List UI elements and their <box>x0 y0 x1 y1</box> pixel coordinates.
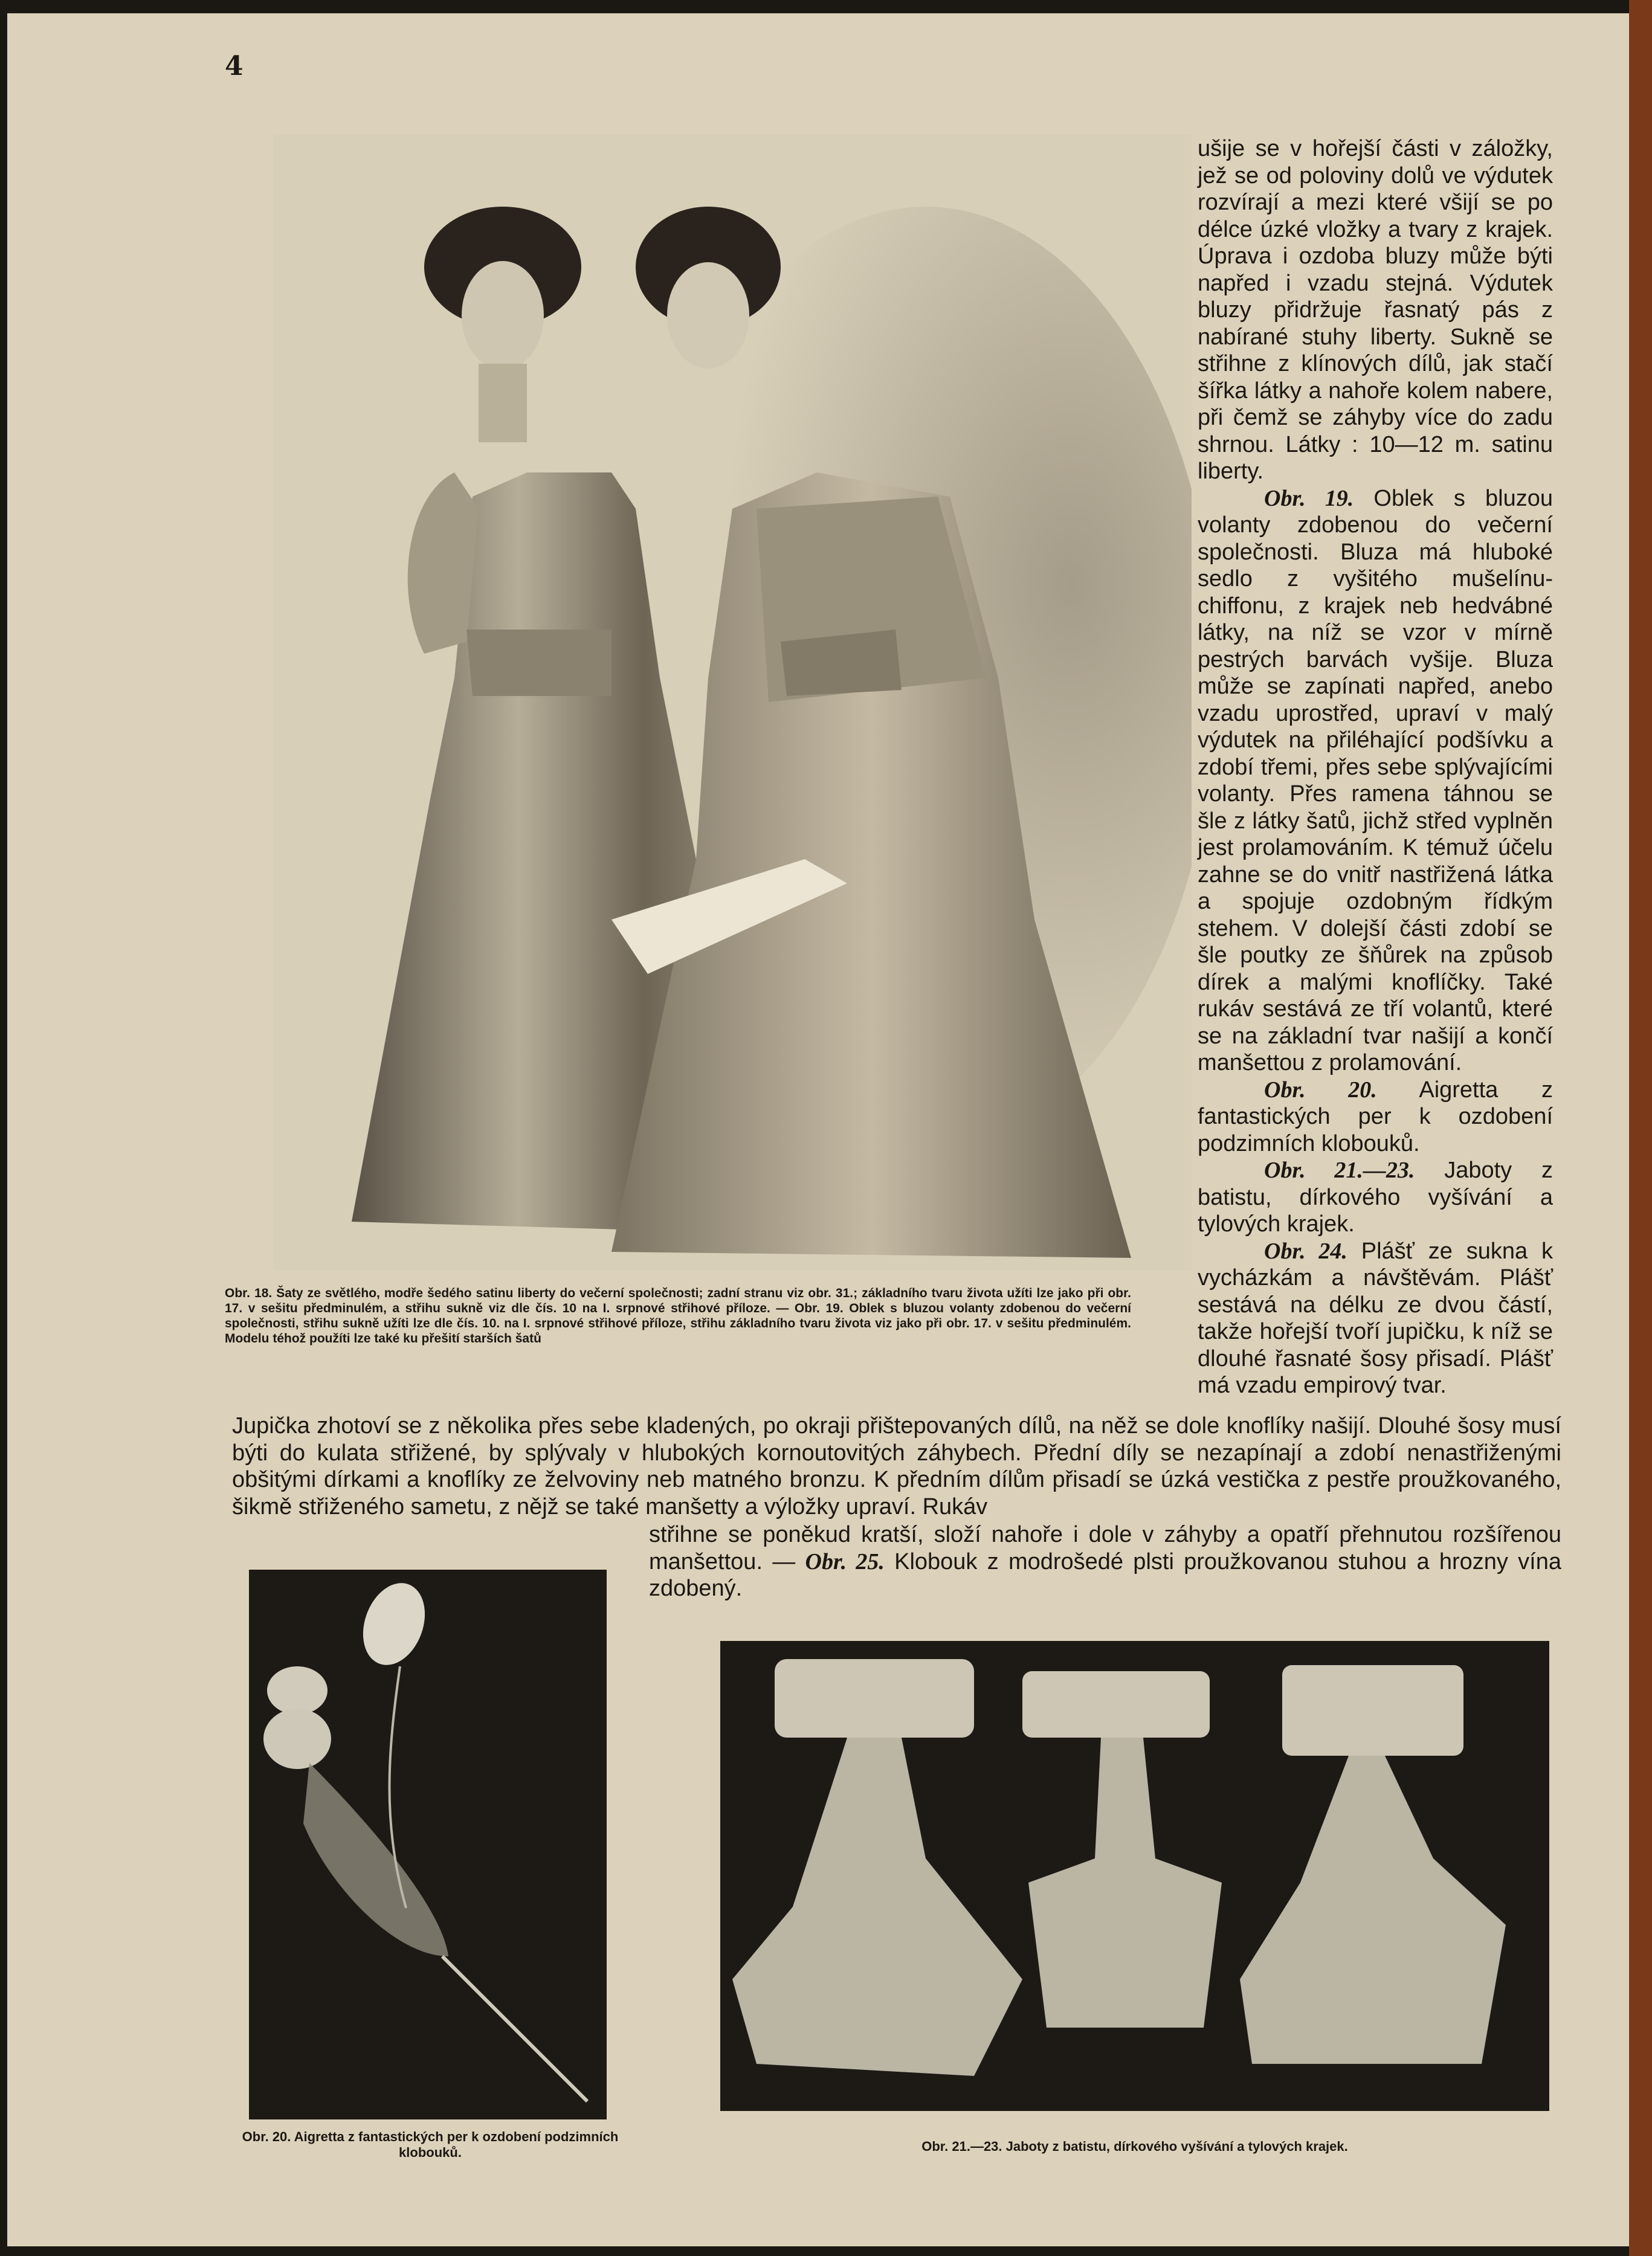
paragraph-fig19 <box>1198 485 1553 1077</box>
page-number: 4 <box>225 51 244 82</box>
ref-obr21: Obr. 21.—23. <box>1264 1158 1415 1183</box>
right-column <box>1198 135 1553 1399</box>
ref-obr19: Obr. 19. <box>1264 485 1354 511</box>
photo-fig-20-aigretta <box>249 1570 607 2119</box>
obr20-text: Aigretta z fantastických per k ozdobení podzimních klobouků. <box>1198 1077 1553 1156</box>
caption-fig-21-23: Obr. 21.—23. Jaboty z batistu, dírkového vyšívání a tylových krajek. <box>921 2139 1348 2154</box>
paragraph-fig20 <box>1198 1077 1553 1158</box>
obr21-text: Jaboty z batistu, dírkového vyšívání a tylových krajek. <box>1198 1158 1554 1237</box>
paragraph-fig21 <box>1198 1157 1553 1238</box>
illustration-fig-18-19 <box>273 134 1192 1270</box>
narrow-text: střihne se poněkud kratší, složí nahoře i dole v záhyby a opatří přehnutou rozšířenou manšettou. — <box>649 1522 1561 1574</box>
two-women-illustration <box>273 134 1192 1270</box>
photo-fig-21-23-jabots <box>720 1641 1549 2111</box>
caption-fig-20: Obr. 20. Aigretta z fantastických per k ozdobení podzimních klobouků. <box>242 2129 619 2160</box>
obr25-text: Klobouk z modrošedé plsti proužkovanou stuhou a hrozny vína zdobený. <box>649 1549 1561 1601</box>
feather-photo <box>249 1570 607 2119</box>
ref-obr25: Obr. 25. <box>805 1549 885 1574</box>
ref-obr20: Obr. 20. <box>1264 1077 1377 1103</box>
obr19-text: Oblek s bluzou volanty zdobenou do večerní společnosti. Bluza má hluboké sedlo z vyšitého mušelínu-chiffonu, z krajek neb hedvábné látky, na níž se vzor v mírně pestrých barvách vyšije. Bluza může se zapínati napřed, anebo vzadu uprostřed, upraví v malý výdutek na přiléhající podšívku a zdobí třemi, přes sebe splývajícími volanty. Přes ramena táhnou se šle z látky šatů, jichž střed vyplněn jest prolamováním. K témuž účelu zahne se do vnitř nastřižená látka a spojuje ozdobným řídkým stehem. V dolejší části zdobí se šle poutky ze šňůrek na způsob dírek a malými knoflíčky. Také rukáv sestává ze tří volantů, které se na základní tvar našijí a končí manšettou z prolamování. <box>1198 485 1553 1075</box>
magazine-page <box>7 13 1629 2246</box>
ref-obr24: Obr. 24. <box>1264 1238 1347 1264</box>
paragraph-fig18: ušije se v hořejší části v záložky, jež se od poloviny dolů ve výdutek rozvírají a mezi které všijí se po délce úzké vložky a tvary z krajek. Úprava i ozdoba bluzy může býti napřed i vzadu stejná. Výdutek bluzy přidržuje řasnatý pás z nabírané stuhy liberty. Sukně se střihne z klínových dílů, jak stačí šířka látky a nahoře kolem nabere, při čemž se záhyby více do zadu shrnou. Látky : 10—12 m. satinu liberty. <box>1198 136 1553 484</box>
obr24-text: Plášť ze sukna k vycházkám a návštěvám. Plášť sestává na délku ze dvou částí, takže hořejší tvoří jupičku, k níž se dlouhé řasnaté šosy přisadí. Plášť má vzadu empirový tvar. <box>1198 1238 1553 1398</box>
full-width-paragraph: Jupička zhotoví se z několika přes sebe kladených, po okraji přištepovaných dílů, na něž se dole knoflíky našijí. Dlouhé šosy musí býti do kulata střižené, by splývaly v hlubokých kornoutovitých záhybech. Přední díly se nezapínají a zdobí nenastřiženými obšitými dírkami a knoflíky ze želvoviny neb matného bronzu. K předním dílům přisadí se úzká vestička z pestře proužkovaného, šikmě střiženého sametu, z nějž se také manšetty a výložky upraví. Rukáv <box>232 1413 1561 1520</box>
narrow-paragraph <box>649 1521 1561 1602</box>
paragraph-fig24 <box>1198 1238 1553 1399</box>
caption-fig-18-19: Obr. 18. Šaty ze světlého, modře šedého satinu liberty do večerní společnosti; zadní stranu viz obr. 31.; základního tvaru života užíti lze jako při obr. 17. v sešitu předminulém, a střihu sukně viz dle čís. 10 na I. srpnové střihové příloze. — Obr. 19. Oblek s bluzou volanty zdobenou do večerní společnosti, střihu sukně užíti lze dle čís. 10. na I. srpnové střihové příloze, střihu základního tvaru života viz jako při obr. 17. v sešitu předminulém. Modelu téhož použíti lze také ku přešití starších šatů <box>225 1286 1131 1346</box>
jabots-photo <box>720 1641 1549 2111</box>
page-spine-edge <box>1629 0 1652 2256</box>
